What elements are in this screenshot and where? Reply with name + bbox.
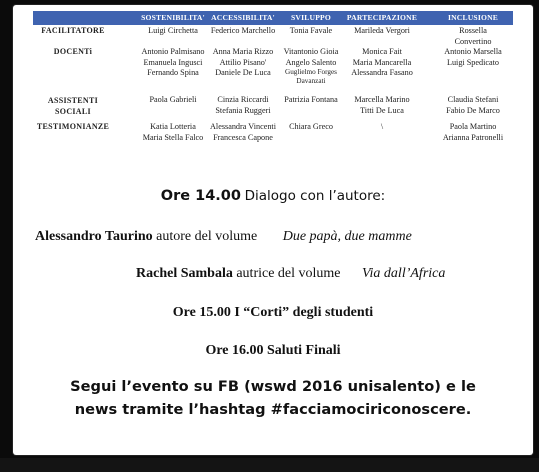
dialogo-title: Dialogo con l’autore:	[244, 188, 386, 204]
cell-assistenti-sociali-inclusione	[429, 95, 517, 116]
row-label-assistenti-sociali	[13, 96, 133, 117]
person-name: Federico Marchello	[210, 26, 276, 35]
person-name: Guglielmo Forges	[285, 68, 337, 76]
author1-role: autore del volume	[156, 229, 258, 244]
person-name: Antonio Marsella	[444, 47, 502, 56]
column-header-sviluppo: SVILUPPO	[291, 13, 331, 22]
person-name: Alessandra Fasano	[351, 68, 413, 77]
person-name: Stefania Ruggeri	[215, 105, 271, 115]
column-header-partecipazione: PARTECIPAZIONE	[346, 13, 418, 22]
person-name: Titti De Luca	[360, 105, 404, 115]
bottom-bar	[0, 458, 539, 472]
person-name: Fabio De Marco	[446, 105, 500, 115]
person-name: Tonia Favale	[289, 26, 333, 35]
author1-name: Alessandro Taurino	[35, 229, 153, 244]
person-name: Katia Lotteria	[150, 122, 196, 131]
author2-role: autrice del volume	[236, 266, 341, 281]
person-name: Davanzati	[296, 77, 326, 85]
person-name: Maria Mancarella	[352, 57, 412, 67]
person-name: Monica Fait	[362, 47, 402, 56]
person-name: Marcella Marino	[354, 95, 410, 104]
corti-line: Ore 15.00 I “Corti” degli studenti	[172, 305, 374, 320]
person-name: Angelo Salento	[285, 57, 337, 67]
cell-testimonianze-partecipazione	[338, 122, 426, 133]
cell-assistenti-sociali-partecipazione	[338, 95, 426, 116]
row-label-facilitatore	[13, 26, 133, 37]
cell-docenti-partecipazione	[338, 47, 426, 79]
person-name: Patrizia Fontana	[284, 95, 338, 104]
author2-line	[136, 266, 445, 282]
cell-testimonianze-inclusione	[429, 122, 517, 143]
row-label-testimonianze	[13, 122, 133, 133]
column-header-accessibilita: ACCESSIBILITA'	[211, 13, 275, 22]
row-label-line: SOCIALI	[55, 106, 91, 116]
person-name: Antonio Palmisano	[141, 47, 205, 56]
workshop-table	[13, 5, 533, 175]
segui-line-1: Segui l’evento su FB (wswd 2016 unisalento) e le	[70, 378, 476, 395]
person-name: \	[380, 122, 384, 131]
person-name: Rossella	[459, 26, 487, 35]
row-label-line: ASSISTENTI	[47, 96, 99, 105]
event-flyer	[13, 5, 533, 455]
person-name: Alessandra Vincenti	[210, 122, 276, 131]
column-header-sostenibilita: SOSTENIBILITA'	[141, 13, 205, 22]
cell-docenti-inclusione	[429, 47, 517, 68]
author1-line	[35, 229, 412, 245]
segui-line-2: news tramite l’hashtag #facciamociriconoscere.	[74, 401, 472, 418]
row-label-line: DOCENTi	[53, 47, 93, 56]
row-label-docenti	[13, 47, 133, 58]
person-name: Claudia Stefani	[447, 95, 499, 104]
author1-book: Due papà, due mamme	[282, 229, 412, 244]
person-name: Anna Maria Rizzo	[212, 47, 274, 56]
person-name: Luigi Spedicato	[446, 57, 500, 67]
column-header-inclusione: INCLUSIONE	[447, 13, 499, 22]
dialogo-time: Ore 14.00	[160, 188, 241, 204]
person-name: Fernando Spina	[147, 68, 199, 77]
person-name: Marileda Vergori	[354, 26, 410, 35]
person-name: Convertino	[454, 36, 492, 46]
row-label-line: TESTIMONIANZE	[36, 122, 110, 131]
person-name: Paola Martino	[449, 122, 497, 131]
author2-book: Via dall’Africa	[362, 266, 446, 281]
dialogo-heading	[13, 188, 533, 205]
person-name: Attilio Pisano'	[219, 57, 267, 67]
row-label-line: FACILITATORE	[41, 26, 105, 35]
person-name: Chiara Greco	[289, 122, 333, 131]
person-name: Emanuela Ingusci	[143, 57, 203, 67]
person-name: Daniele De Luca	[215, 68, 271, 77]
saluti-line: Ore 16.00 Saluti Finali	[205, 343, 341, 358]
person-name: Maria Stella Falco	[142, 132, 204, 142]
person-name: Vitantonio Gioia	[283, 47, 339, 56]
person-name: Cinzia Riccardi	[217, 95, 269, 104]
cell-facilitatore-partecipazione	[338, 26, 426, 37]
person-name: Francesca Capone	[213, 132, 273, 142]
person-name: Arianna Patronelli	[442, 132, 504, 142]
person-name: Luigi Circhetta	[148, 26, 198, 35]
person-name: Paola Gabrieli	[149, 95, 197, 104]
author2-name: Rachel Sambala	[136, 266, 233, 281]
cell-facilitatore-inclusione	[429, 26, 517, 47]
